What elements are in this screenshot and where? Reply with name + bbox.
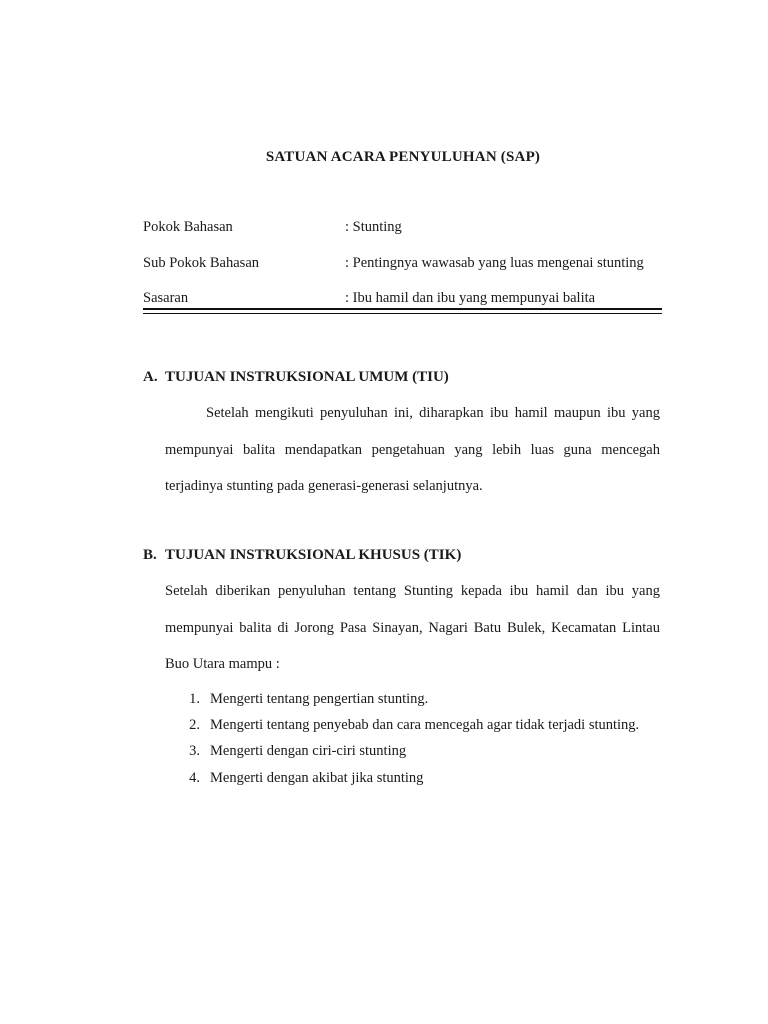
meta-label-sasaran: Sasaran <box>143 290 189 306</box>
section-b-letter: B. <box>143 547 157 563</box>
section-a-title: TUJUAN INSTRUKSIONAL UMUM (TIU) <box>165 369 449 385</box>
page-title: SATUAN ACARA PENYULUHAN (SAP) <box>265 149 541 165</box>
section-b-heading <box>143 546 461 564</box>
meta-value-sub-pokok-bahasan: : Pentingnya wawasab yang luas mengenai stunting <box>345 255 644 271</box>
section-b-line-3: Buo Utara mampu : <box>165 656 280 672</box>
section-a-line-2: mempunyai balita mendapatkan pengetahuan yang lebih luas guna mencegah <box>165 442 660 458</box>
meta-value-pokok-bahasan: : Stunting <box>345 219 402 235</box>
list-item-text: Mengerti dengan ciri-ciri stunting <box>210 743 407 759</box>
list-item-number: 2. <box>189 717 200 733</box>
section-b-line-2: mempunyai balita di Jorong Pasa Sinayan, Nagari Batu Bulek, Kecamatan Lintau <box>165 620 660 636</box>
section-b-line-1: Setelah diberikan penyuluhan tentang Stunting kepada ibu hamil dan ibu yang <box>165 583 660 599</box>
header-divider-thin <box>143 313 662 314</box>
section-a-heading <box>143 368 449 386</box>
header-divider-thick <box>143 308 662 310</box>
list-item-text: Mengerti tentang penyebab dan cara mencegah agar tidak terjadi stunting. <box>210 717 640 733</box>
list-item-text: Mengerti dengan akibat jika stunting <box>210 770 424 786</box>
section-b-title: TUJUAN INSTRUKSIONAL KHUSUS (TIK) <box>165 547 462 563</box>
list-item-number: 3. <box>189 743 200 759</box>
list-item-text: Mengerti tentang pengertian stunting. <box>210 691 429 707</box>
section-a-letter: A. <box>143 369 158 385</box>
list-item-number: 4. <box>189 770 200 786</box>
list-item-number: 1. <box>189 691 200 707</box>
meta-label-sub-pokok-bahasan: Sub Pokok Bahasan <box>143 255 259 271</box>
section-a-line-3: terjadinya stunting pada generasi-generasi selanjutnya. <box>165 478 483 494</box>
section-a-line-1: Setelah mengikuti penyuluhan ini, diharapkan ibu hamil maupun ibu yang <box>206 405 660 421</box>
meta-label-pokok-bahasan: Pokok Bahasan <box>143 219 233 235</box>
meta-value-sasaran: : Ibu hamil dan ibu yang mempunyai balita <box>345 290 596 306</box>
